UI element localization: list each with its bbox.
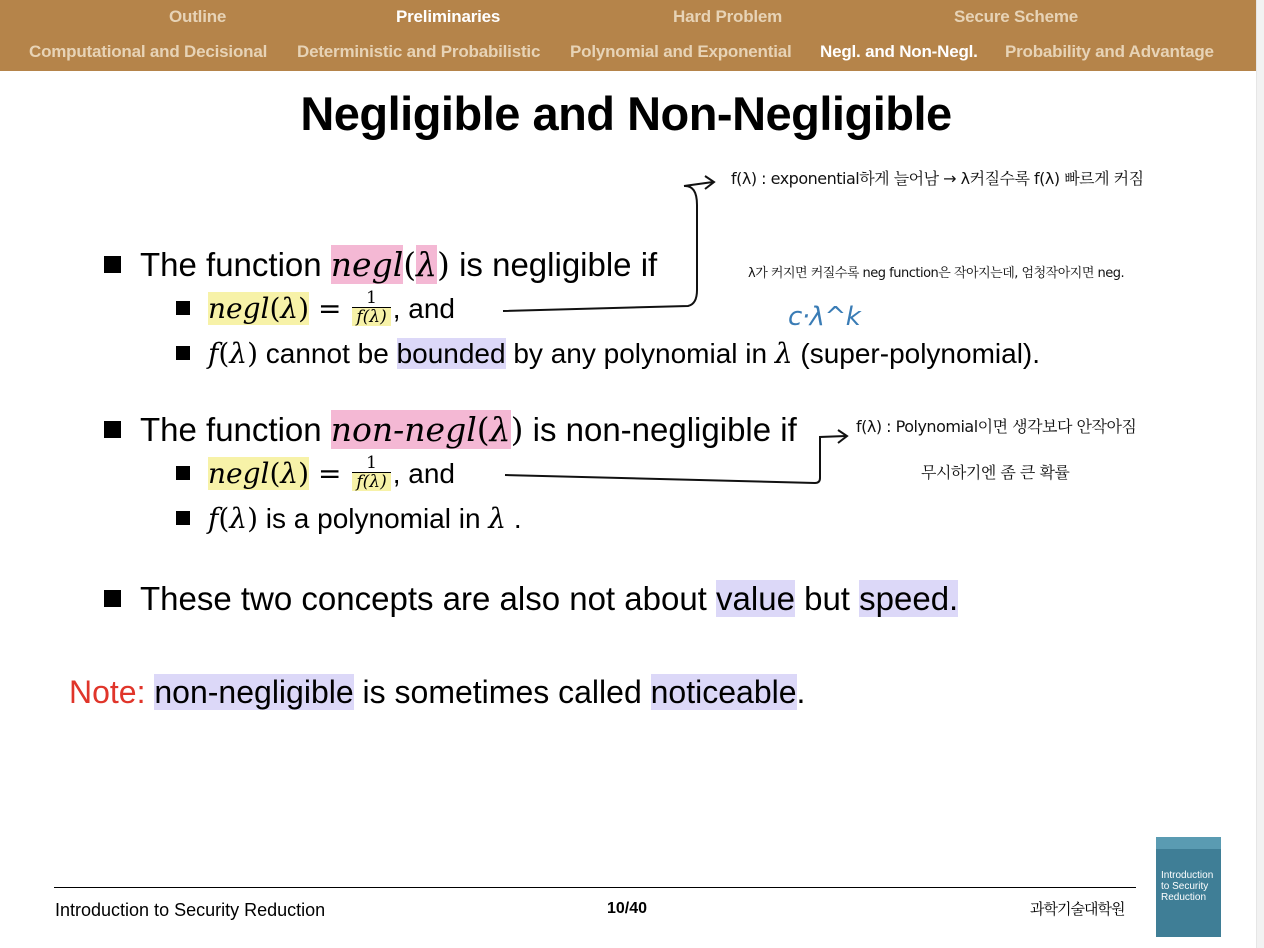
nav-sub-negl-non-negl[interactable]: Negl. and Non-Negl. [820,42,978,61]
fraction-denominator: f(λ) [352,473,390,491]
word-non-negligible: non-negligible [154,674,354,710]
paren-open: ( [269,292,281,325]
word-noticeable: noticeable [650,674,797,710]
equals-sign: = [309,292,351,325]
fraction-denominator: f(λ) [352,308,390,326]
handwritten-note-neg-function: λ가 커지면 커질수록 neg function은 작아지는데, 엄청작아지면 neg. [748,266,1125,281]
word-speed: speed. [859,580,959,617]
slide-title: Negligible and Non-Negligible [300,87,952,140]
book-cover-band [1156,837,1221,849]
lambda-symbol: λ [280,292,299,325]
lambda-symbol: λ [416,245,438,284]
lambda-symbol: λ [488,502,507,535]
sub-bullet-suffix: , and [392,458,455,489]
f-symbol: f [208,337,219,370]
word-but: but [794,580,860,617]
lambda-symbol: λ [489,410,511,449]
text-super-polynomial: (super-polynomial). [792,338,1041,369]
negl-lhs: negl [208,292,270,325]
nav-section-preliminaries[interactable]: Preliminaries [396,7,501,26]
paren-open: ( [403,245,417,284]
nav-section-hard-problem[interactable]: Hard Problem [673,7,783,26]
book-cover-title: Introduction to Security Reduction [1161,870,1214,903]
non-negl-function-name: non-negl [330,410,477,449]
handwritten-note-c-lambda-k: c·λ^k [788,302,861,332]
text-cannot-be: cannot be [258,338,397,369]
nav-sub-computational-decisional[interactable]: Computational and Decisional [29,42,268,61]
footer-divider [54,887,1136,888]
paren-open: ( [476,410,490,449]
fraction-numerator: 1 [352,454,390,473]
note-middle: is sometimes called [353,674,651,710]
note-label: Note: [69,674,146,710]
nav-section-secure-scheme[interactable]: Secure Scheme [954,7,1079,26]
bullet-text-prefix: These two concepts are also not about [140,580,717,617]
text-by-any-polynomial: by any polynomial in [505,338,775,369]
f-symbol: f [208,502,219,535]
sub-bullet-suffix: , and [392,293,455,324]
paren-close: ) [247,337,258,370]
window-edge [1256,0,1264,948]
lambda-symbol: λ [774,337,793,370]
lambda-symbol: λ [280,457,299,490]
bullet-text-prefix: The function [140,246,331,283]
bullet-text-suffix: is negligible if [449,246,658,283]
lambda-symbol: λ [229,502,248,535]
paren-open: ( [269,457,281,490]
paren-close: ) [437,245,450,284]
paren-close: ) [510,410,524,449]
lambda-symbol: λ [229,337,248,370]
negl-lhs: negl [208,457,270,490]
handwritten-note-polynomial: f(λ) : Polynomial이면 생각보다 안작아짐 [856,417,1137,436]
word-value: value [716,580,795,617]
fraction-numerator: 1 [352,289,390,308]
book-cover-image [1156,837,1221,937]
footer-signature: 과학기술대학원 [1030,900,1125,918]
paren-open: ( [218,337,230,370]
paren-close: ) [298,457,310,490]
text-is-a-polynomial: is a polynomial in [258,503,489,534]
footer-course-title: Introduction to Security Reduction [55,900,326,920]
handwritten-note-exponential: f(λ) : exponential하게 늘어남 → λ커질수록 f(λ) 빠르게 커짐 [731,169,1144,188]
handwritten-note-probability: 무시하기엔 좀 큰 확률 [921,463,1070,482]
paren-close: ) [247,502,258,535]
equals-sign: = [309,457,351,490]
negl-function-name: negl [330,245,404,284]
arrow-to-exponential-note [503,182,713,311]
nav-section-outline[interactable]: Outline [169,7,227,26]
nav-sub-deterministic-probabilistic[interactable]: Deterministic and Probabilistic [297,42,541,61]
page-number: 10/40 [607,900,648,917]
note-end: . [796,674,806,710]
paren-open: ( [218,502,230,535]
bullet-text-suffix: is non-negligible if [523,411,797,448]
nav-sub-probability-advantage[interactable]: Probability and Advantage [1005,42,1214,61]
nav-sub-polynomial-exponential[interactable]: Polynomial and Exponential [570,42,792,61]
word-bounded: bounded [396,338,506,369]
paren-close: ) [298,292,310,325]
bullet-text-prefix: The function [140,411,331,448]
text-period: . [506,503,522,534]
arrow-to-polynomial-note [505,436,846,483]
